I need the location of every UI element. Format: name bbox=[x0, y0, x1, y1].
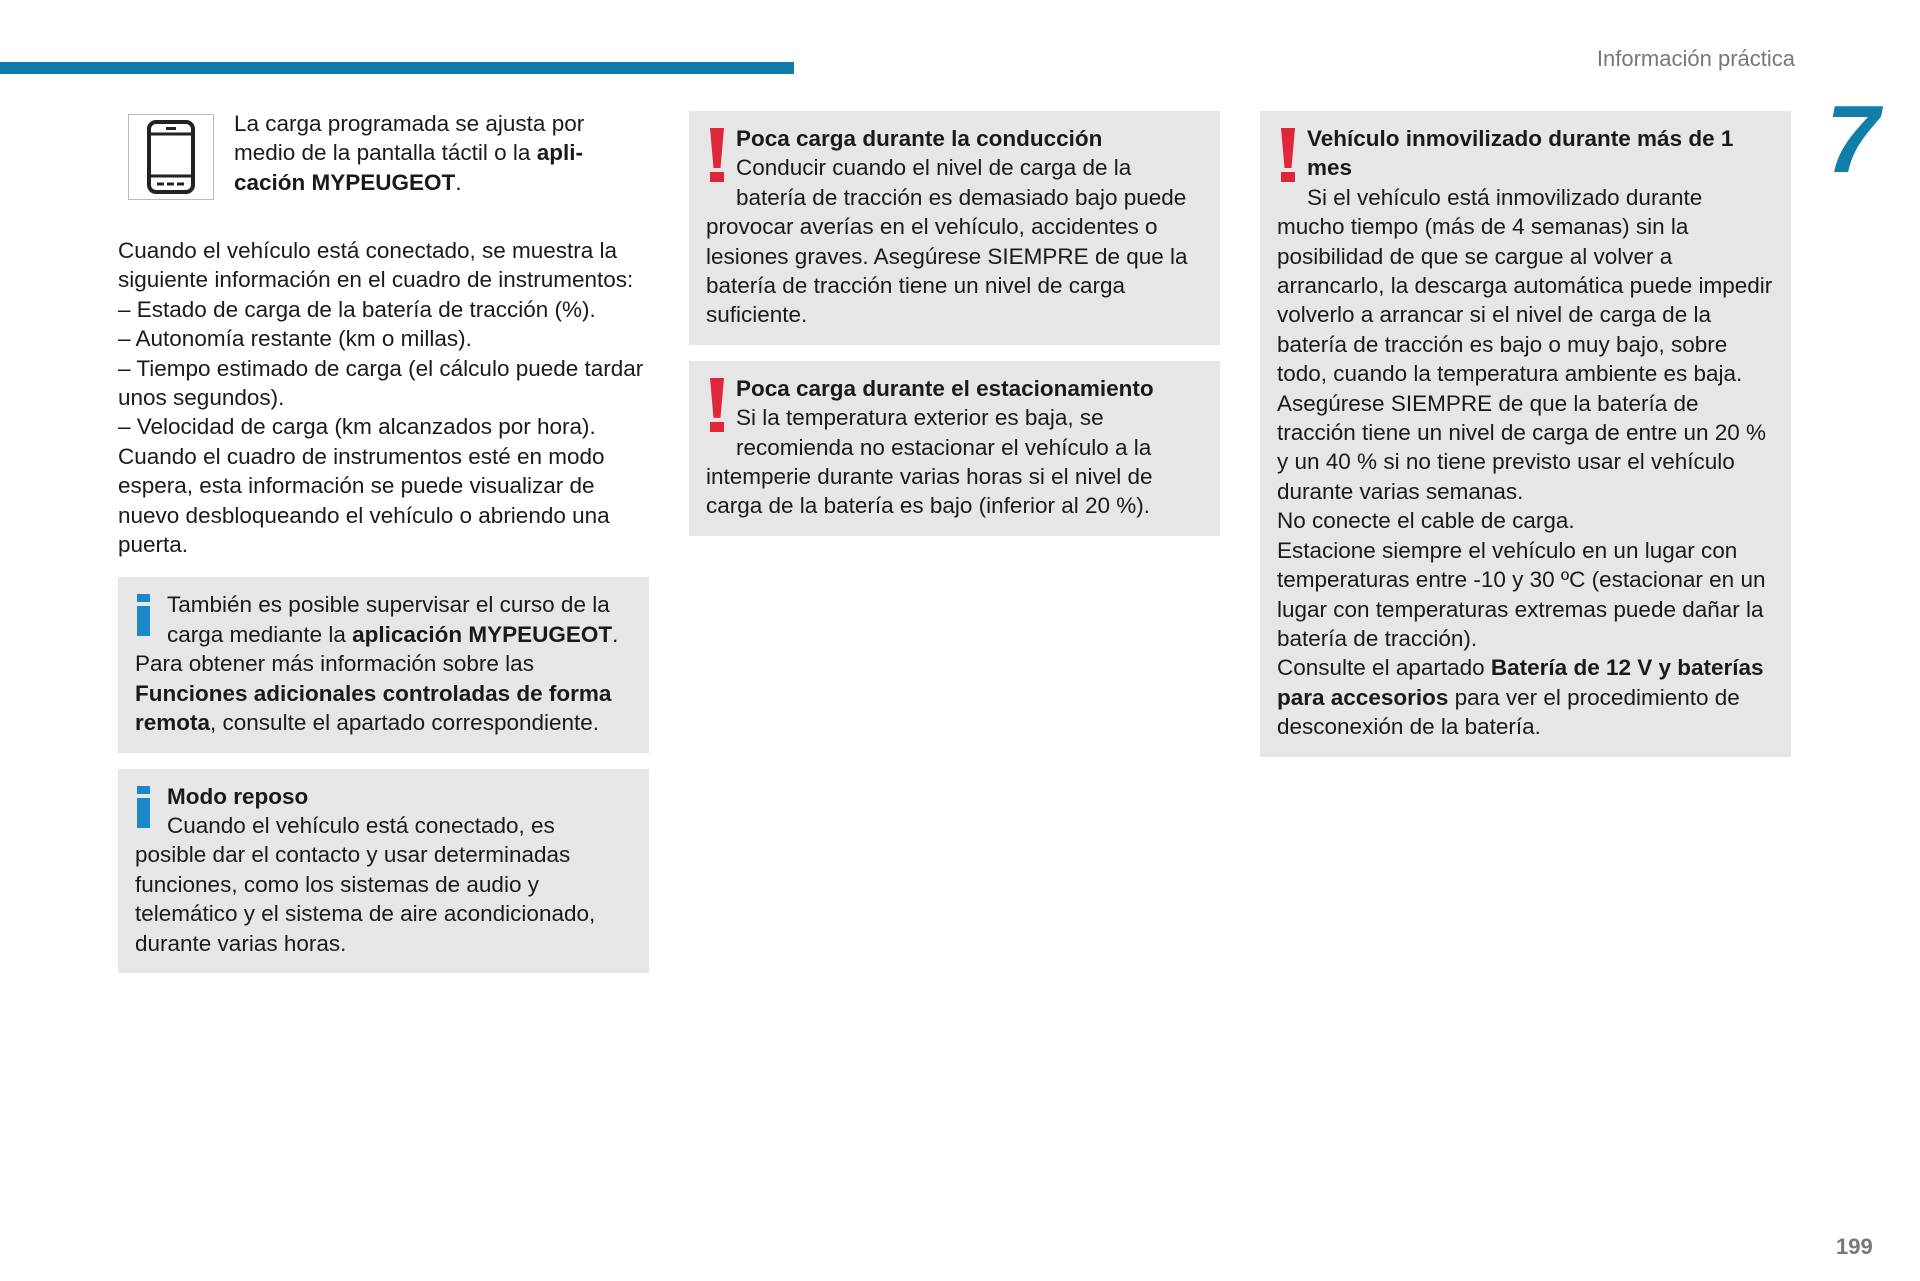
warning-text: Si la temperatura exterior es baja, se recomienda no estacionar el vehículo a la intemperie durante varias horas si el nivel de carga de la batería es bajo (inferior al 20 %). bbox=[706, 405, 1153, 519]
warning-icon bbox=[704, 378, 736, 436]
column-2 bbox=[689, 111, 1220, 536]
warning-title: Poca carga durante la conducción bbox=[736, 126, 1103, 151]
paragraph-line: – Tiempo estimado de carga (el cálculo puede tardar unos segundos). bbox=[118, 355, 644, 411]
page-number: 199 bbox=[1836, 1234, 1873, 1259]
info-text: Para obtener más información sobre las Funciones adicionales controladas de forma remota, consulte el apartado correspondiente. bbox=[135, 651, 612, 736]
header-accent-bar bbox=[0, 62, 794, 74]
info-text: Cuando el vehículo está conectado, es posible dar el contacto y usar determinadas funciones, como los sistemas de audio y telemático y el sistema de aire acondicionado, durante varias horas. bbox=[135, 812, 596, 956]
info-icon bbox=[135, 786, 167, 836]
warning-text: Consulte el apartado Batería de 12 V y baterías para accesorios para ver el procedimiento de desconexión de la batería. bbox=[1277, 655, 1764, 740]
warning-box-parking bbox=[689, 361, 1220, 536]
warning-text: Conducir cuando el nivel de carga de la batería de tracción es demasiado bajo puede provocar averías en el vehículo, accidentes o lesiones graves. Asegúrese SIEMPRE de que la batería de tracción tiene un nivel de carga suficiente. bbox=[706, 155, 1188, 328]
warning-title: Poca carga durante el estacionamiento bbox=[736, 375, 1154, 401]
warning-text: Estacione siempre el vehículo en un lugar con temperaturas entre -10 y 30 ºC (estacionar en un lugar con temperaturas extremas puede dañar la batería de tracción). bbox=[1277, 537, 1766, 651]
info-title: Modo reposo bbox=[167, 783, 309, 809]
info-icon bbox=[135, 594, 167, 644]
info-text: También es posible supervisar el curso de la carga mediante la aplicación MYPEUGEOT. bbox=[167, 592, 619, 647]
paragraph-line: Cuando el vehículo está conectado, se muestra la siguiente información en el cuadro de instrumentos: – Estado de carga de la batería de tracción (%). bbox=[118, 238, 634, 322]
warning-box-driving bbox=[689, 111, 1220, 345]
intro-text: La carga programada se ajusta por medio de la pantalla táctil o la apli-cación MYPEUGEOT. bbox=[234, 111, 585, 195]
warning-icon bbox=[1275, 128, 1307, 186]
column-1 bbox=[118, 111, 649, 973]
warning-text: Si el vehículo está inmovilizado durante mucho tiempo (más de 4 semanas) sin la posibilidad de que se cargue al volver a arrancarlo, la descarga automática puede impedir volverlo a arrancar si el nivel de carga de la batería de tracción es bajo o muy bajo, sobre todo, cuando la temperatura ambiente es baja. Asegúrese SIEMPRE de que la batería de tracción tiene un nivel de carga de entre un 20 % y un 40 % si no tiene previsto usar el vehículo durante varias semanas. bbox=[1277, 184, 1773, 504]
column-3 bbox=[1260, 111, 1791, 757]
warning-title: Vehículo inmovilizado durante más de 1 mes bbox=[1307, 126, 1734, 181]
paragraph-line: – Velocidad de carga (km alcanzados por hora). bbox=[118, 414, 596, 440]
paragraph-line: – Autonomía restante (km o millas). bbox=[118, 326, 472, 352]
warning-text: No conecte el cable de carga. bbox=[1277, 508, 1575, 534]
intro-block bbox=[118, 111, 649, 232]
section-title: Información práctica bbox=[1596, 46, 1795, 71]
warning-box-immobilized bbox=[1260, 111, 1791, 757]
smartphone-icon bbox=[128, 114, 214, 200]
info-box-sleep-mode bbox=[118, 769, 649, 973]
connected-info-paragraph bbox=[118, 236, 649, 559]
info-box-app bbox=[118, 577, 649, 752]
paragraph-line: Cuando el cuadro de instrumentos esté en modo espera, esta información se puede visualizar de nuevo desbloqueando el vehículo o abriendo una puerta. bbox=[118, 443, 610, 558]
chapter-number: 7 bbox=[1826, 86, 1880, 193]
warning-icon bbox=[704, 128, 736, 186]
